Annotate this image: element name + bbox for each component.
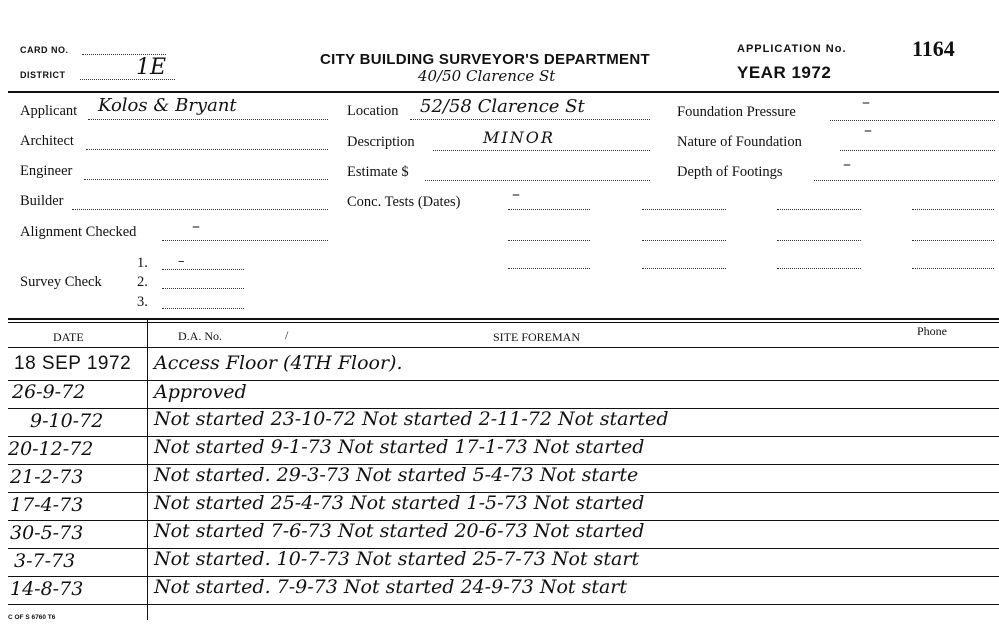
builder-line [72, 209, 328, 210]
conc-date-line [642, 240, 726, 241]
table-column-divider [147, 320, 148, 620]
table-row-text: Approved [154, 381, 247, 403]
table-row-text: Access Floor (4TH Floor). [154, 352, 403, 374]
table-row-date: 30-5-73 [10, 522, 84, 544]
applicant-line [88, 119, 328, 120]
table-row-date: 3-7-73 [14, 550, 76, 572]
engineer-label: Engineer [20, 163, 73, 179]
description-line [433, 150, 650, 151]
conc-date-line [912, 240, 994, 241]
survey-item-1: 1. [137, 255, 148, 271]
depth-footings-label: Depth of Footings [677, 164, 783, 180]
year-label: YEAR 1972 [737, 63, 832, 82]
table-row-text: Not started 7-6-73 Not started 20-6-73 Not started [154, 520, 645, 542]
alignment-label: Alignment Checked [20, 224, 137, 240]
table-row-text: Not started 9-1-73 Not started 17-1-73 Not started [154, 436, 645, 458]
survey-line-3 [162, 308, 244, 309]
table-row-date: 21-2-73 [10, 466, 84, 488]
applicant-label: Applicant [20, 103, 78, 119]
architect-label: Architect [20, 133, 74, 149]
survey-item-3: 3. [137, 294, 148, 310]
foundation-pressure-line [830, 120, 995, 121]
survey-item-2: 2. [137, 274, 148, 290]
depth-footings-line [814, 180, 995, 181]
district-value: 1E [136, 55, 167, 80]
foundation-pressure-value: – [862, 92, 870, 111]
nature-foundation-value: – [864, 120, 872, 139]
conc-date-line [642, 268, 726, 269]
table-row-text: Not started. 10-7-73 Not started 25-7-73 Not start [154, 548, 640, 570]
form-code: C OF S 6760 T6 [8, 614, 56, 621]
conc-date-line [912, 268, 994, 269]
conc-date-line [912, 209, 994, 210]
table-header-rule [8, 347, 999, 348]
district-label: DISTRICT [20, 70, 66, 80]
table-row-date: 17-4-73 [10, 494, 84, 516]
table-row-text: Not started 25-4-73 Not started 1-5-73 Not started [154, 492, 645, 514]
alignment-value: – [192, 216, 200, 235]
location-value: 52/58 Clarence St [420, 96, 585, 117]
survey-label: Survey Check [20, 274, 102, 290]
da-slash: / [285, 328, 289, 342]
nature-foundation-label: Nature of Foundation [677, 134, 802, 150]
description-label: Description [347, 134, 415, 150]
header-rule [8, 91, 999, 93]
estimate-label: Estimate $ [347, 164, 409, 180]
foundation-pressure-label: Foundation Pressure [677, 104, 796, 120]
department-note: 40/50 Clarence St [418, 67, 556, 85]
site-foreman-header: SITE FOREMAN [493, 330, 581, 344]
table-row-text: Not started. 7-9-73 Not started 24-9-73 Not start [154, 576, 627, 598]
location-label: Location [347, 103, 399, 119]
table-row-date: 26-9-72 [12, 381, 86, 403]
card-no-label: CARD NO. [20, 45, 69, 55]
conc-date-line [508, 209, 590, 210]
description-value: MINOR [483, 128, 555, 147]
applicant-value: Kolos & Bryant [98, 95, 237, 116]
conc-date-line [777, 240, 861, 241]
table-row-date: 9-10-72 [30, 410, 104, 432]
table-row-text: Not started. 29-3-73 Not started 5-4-73 Not starte [154, 464, 639, 486]
conc-tests-label: Conc. Tests (Dates) [347, 194, 461, 210]
builder-label: Builder [20, 193, 64, 209]
table-row-date: 20-12-72 [8, 438, 94, 460]
nature-foundation-line [840, 150, 995, 151]
survey-1-value: – [178, 254, 185, 269]
engineer-line [84, 179, 328, 180]
row-rule [8, 604, 999, 605]
conc-date-line [777, 209, 861, 210]
da-header: D.A. No. [178, 329, 222, 343]
application-number: 1164 [912, 36, 955, 61]
conc-tests-value: – [512, 184, 520, 203]
estimate-line [425, 180, 650, 181]
survey-line-1 [162, 269, 244, 270]
conc-date-line [642, 209, 726, 210]
table-top-rule-2 [8, 322, 999, 323]
location-line [410, 119, 650, 120]
table-row-text: Not started 23-10-72 Not started 2-11-72 Not started [154, 408, 669, 430]
table-top-rule [8, 318, 999, 320]
conc-date-line [777, 268, 861, 269]
architect-line [86, 149, 328, 150]
depth-footings-value: – [843, 154, 851, 173]
table-row-date: 18 SEP 1972 [14, 353, 132, 374]
survey-line-2 [162, 288, 244, 289]
conc-date-line [508, 240, 590, 241]
conc-date-line [508, 268, 590, 269]
application-label: APPLICATION No. [737, 43, 847, 55]
phone-header: Phone [917, 324, 947, 338]
date-header: DATE [53, 330, 84, 344]
department-title: CITY BUILDING SURVEYOR'S DEPARTMENT [320, 51, 650, 68]
table-row-date: 14-8-73 [10, 578, 84, 600]
alignment-line [162, 240, 328, 241]
